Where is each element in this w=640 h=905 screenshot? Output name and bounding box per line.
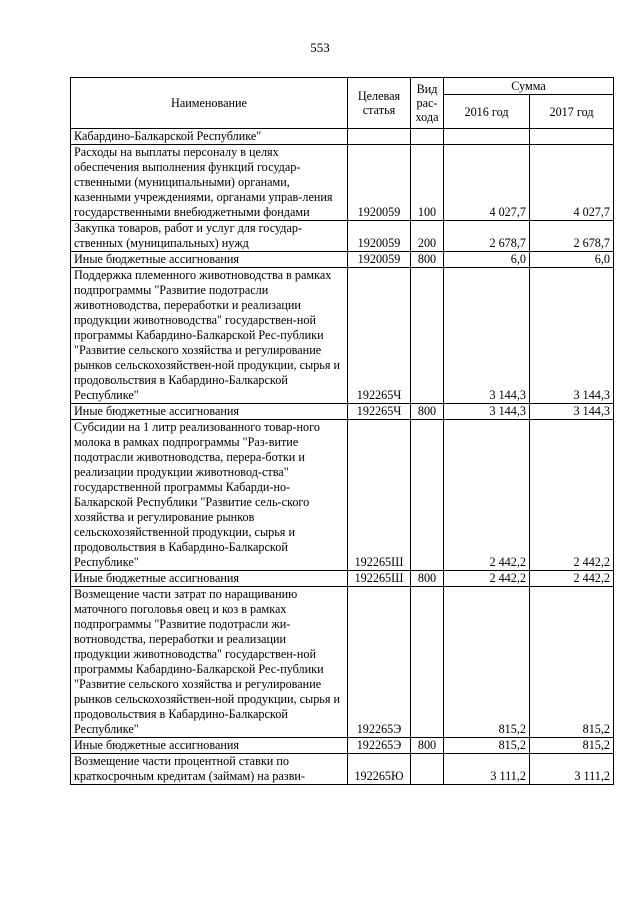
row-2017: 2 442,2 (530, 571, 614, 587)
row-2017: 2 442,2 (530, 420, 614, 571)
row-2017: 4 027,7 (530, 145, 614, 221)
table-row (71, 738, 614, 754)
table-row (71, 587, 614, 738)
row-vid: 800 (411, 738, 444, 754)
row-name: Расходы на выплаты персоналу в целях обеспечения выполнения функций государ-ственными (муниципальными) органами, казенными учреждениями, органами управ-ления государственными внебюджетными фондами (71, 145, 348, 221)
row-2016: 2 678,7 (444, 221, 530, 252)
table-row (71, 571, 614, 587)
row-name: Возмещение части процентной ставки по краткосрочным кредитам (займам) на разви- (71, 754, 348, 785)
row-code: 192265Э (348, 738, 411, 754)
row-2017: 815,2 (530, 587, 614, 738)
row-2016: 4 027,7 (444, 145, 530, 221)
row-code: 1920059 (348, 145, 411, 221)
row-name: Возмещение части затрат по наращиванию маточного поголовья овец и коз в рамках подпрограммы "Развитие подотрасли жи-вотноводства, переработки и реализации продукции животноводства" государствен-ной программы Кабардино-Балкарской Рес-публики "Развитие сельского хозяйства и регулирование рынков сельскохозяйствен-ной продукции, сырья и продовольствия в Кабардино-Балкарской Республике" (71, 587, 348, 738)
row-vid (411, 587, 444, 738)
row-name: Иные бюджетные ассигнования (71, 738, 348, 754)
row-2016 (444, 129, 530, 145)
row-2016: 2 442,2 (444, 420, 530, 571)
page-number: 553 (310, 40, 330, 55)
row-code: 192265Ю (348, 754, 411, 785)
row-code: 192265Ч (348, 404, 411, 420)
table-row (71, 221, 614, 252)
row-code: 192265Ш (348, 571, 411, 587)
table-row (71, 268, 614, 404)
row-2016: 815,2 (444, 738, 530, 754)
row-2017: 2 678,7 (530, 221, 614, 252)
row-code: 1920059 (348, 221, 411, 252)
row-code: 192265Ч (348, 268, 411, 404)
row-code: 1920059 (348, 252, 411, 268)
row-2017: 3 111,2 (530, 754, 614, 785)
row-2016: 3 111,2 (444, 754, 530, 785)
header-name: Наименование (71, 78, 348, 129)
row-code (348, 129, 411, 145)
row-code: 192265Э (348, 587, 411, 738)
header-sum: Сумма (444, 78, 614, 95)
row-2017: 3 144,3 (530, 404, 614, 420)
table-row (71, 129, 614, 145)
row-vid: 800 (411, 252, 444, 268)
table-row (71, 145, 614, 221)
row-2017 (530, 129, 614, 145)
header-vid: Вид рас-хода (411, 78, 444, 129)
row-2016: 3 144,3 (444, 268, 530, 404)
table-row (71, 252, 614, 268)
row-vid: 200 (411, 221, 444, 252)
row-name: Иные бюджетные ассигнования (71, 404, 348, 420)
row-vid (411, 268, 444, 404)
row-2016: 6,0 (444, 252, 530, 268)
row-name: Иные бюджетные ассигнования (71, 252, 348, 268)
row-2016: 815,2 (444, 587, 530, 738)
table-row (71, 420, 614, 571)
row-2017: 6,0 (530, 252, 614, 268)
header-2017: 2017 год (530, 95, 614, 129)
row-2017: 3 144,3 (530, 268, 614, 404)
header-2016: 2016 год (444, 95, 530, 129)
row-2016: 2 442,2 (444, 571, 530, 587)
row-2016: 3 144,3 (444, 404, 530, 420)
row-vid: 800 (411, 571, 444, 587)
row-vid: 100 (411, 145, 444, 221)
row-name: Иные бюджетные ассигнования (71, 571, 348, 587)
row-name: Кабардино-Балкарской Республике" (71, 129, 348, 145)
row-name: Поддержка племенного животноводства в рамках подпрограммы "Развитие подотрасли животноводства, переработки и реализации продукции животноводства" государствен-ной программы Кабардино-Балкарской Рес-публики "Развитие сельского хозяйства и регулирование рынков сельскохозяйствен-ной продукции, сырья и продовольствия в Кабардино-Балкарской Республике" (71, 268, 348, 404)
table-row (71, 404, 614, 420)
row-code: 192265Ш (348, 420, 411, 571)
row-name: Субсидии на 1 литр реализованного товар-ного молока в рамках подпрограммы "Раз-витие подотрасли животноводства, перера-ботки и реализации продукции животновод-ства" государственной программы Кабарди-но-Балкарской Республики "Развитие сель-ского хозяйства и регулирование рынков сельскохозяйственной продукции, сырья и продовольствия в Кабардино-Балкарской Республике" (71, 420, 348, 571)
budget-table (70, 77, 614, 785)
row-vid: 800 (411, 404, 444, 420)
row-name: Закупка товаров, работ и услуг для государ-ственных (муниципальных) нужд (71, 221, 348, 252)
table-row (71, 754, 614, 785)
row-vid (411, 129, 444, 145)
row-vid (411, 754, 444, 785)
row-vid (411, 420, 444, 571)
row-2017: 815,2 (530, 738, 614, 754)
header-target: Целевая статья (348, 78, 411, 129)
